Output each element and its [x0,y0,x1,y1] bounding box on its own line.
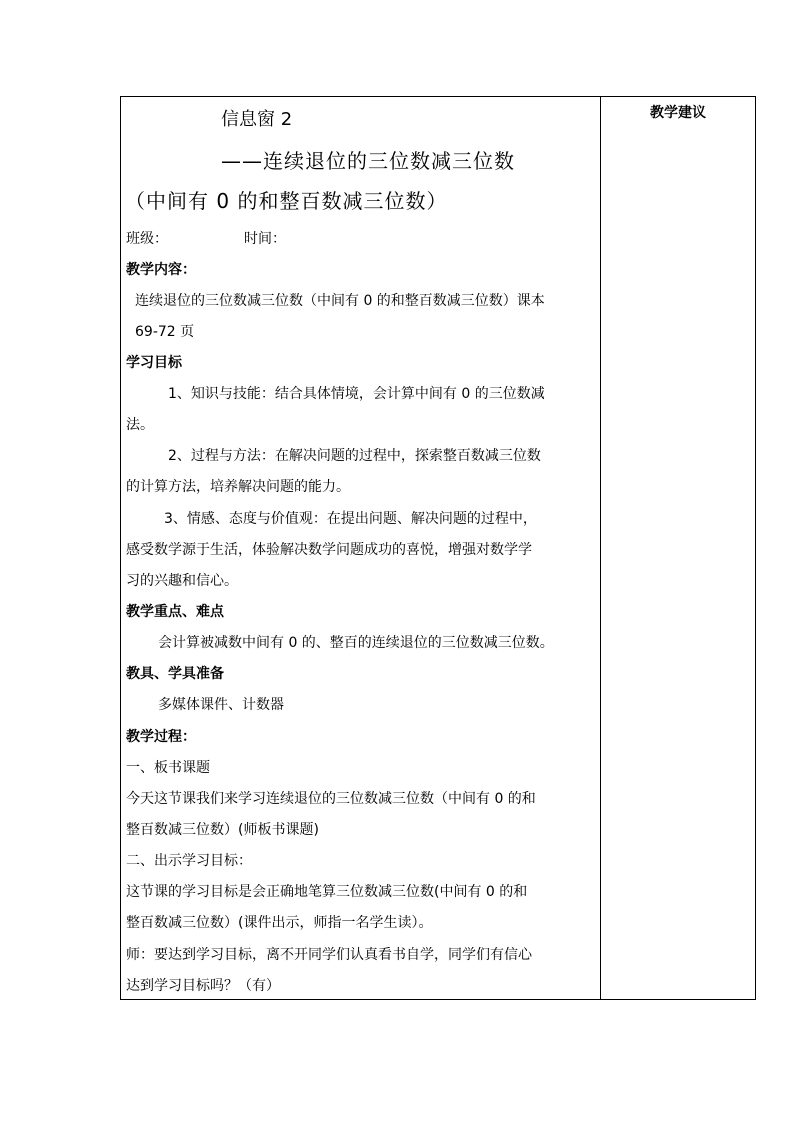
lesson-title: 信息窗 2 [221,109,293,130]
step-title: 一、板书课题 [126,760,210,776]
lesson-subtitle-note: （中间有 0 的和整百数减三位数） [125,189,448,213]
teaching-suggestions-column [601,97,755,999]
step-text-line: 今天这节课我们来学习连续退位的三位数减三位数（中间有 0 的和 [126,791,536,807]
tools-heading: 教具、学具准备 [126,666,224,682]
content-text-line: 连续退位的三位数减三位数（中间有 0 的和整百数减三位数）课本 [135,293,545,309]
goal-text-line: 感受数学源于生活，体验解决数学问题成功的喜悦，增强对数学学 [126,542,532,558]
class-label: 班级： [126,231,168,247]
lesson-subtitle: ——连续退位的三位数减三位数 [221,149,515,173]
content-heading: 教学内容： [126,262,196,278]
class-time-row [126,229,286,249]
goal-text-line: 1、知识与技能：结合具体情境，会计算中间有 0 的三位数减 [168,386,545,402]
teacher-text-line: 师：要达到学习目标，离不开同学们认真看书自学，同学们有信心 [126,947,532,963]
teacher-text-line: 达到学习目标吗？（有） [126,978,280,994]
lesson-content-column [121,97,601,999]
key-points-heading: 教学重点、难点 [126,604,224,620]
key-points-text: 会计算被减数中间有 0 的、整百的连续退位的三位数减三位数。 [158,635,554,651]
time-label: 时间： [244,231,286,247]
goal-text-line: 3、情感、态度与价值观：在提出问题、解决问题的过程中， [164,511,537,527]
step-title: 二、出示学习目标： [126,853,252,869]
lesson-plan-table [120,96,756,1000]
goals-heading: 学习目标 [126,355,182,371]
goal-text-line: 的计算方法，培养解决问题的能力。 [126,479,350,495]
tools-text: 多媒体课件、计数器 [158,697,284,713]
goal-text-line: 习的兴趣和信心。 [126,573,238,589]
step-text-line: 整百数减三位数）(课件出示，师指一名学生读）。 [126,915,433,931]
process-heading: 教学过程： [126,729,196,745]
content-text-line: 69-72 页 [135,324,195,340]
teaching-suggestions-heading: 教学建议 [650,105,706,121]
step-text-line: 这节课的学习目标是会正确地笔算三位数减三位数(中间有 0 的和 [126,884,528,900]
step-text-line: 整百数减三位数）(师板书课题) [126,822,319,838]
goal-text-line: 2、过程与方法：在解决问题的过程中，探索整百数减三位数 [168,448,541,464]
goal-text-line: 法。 [126,417,154,433]
